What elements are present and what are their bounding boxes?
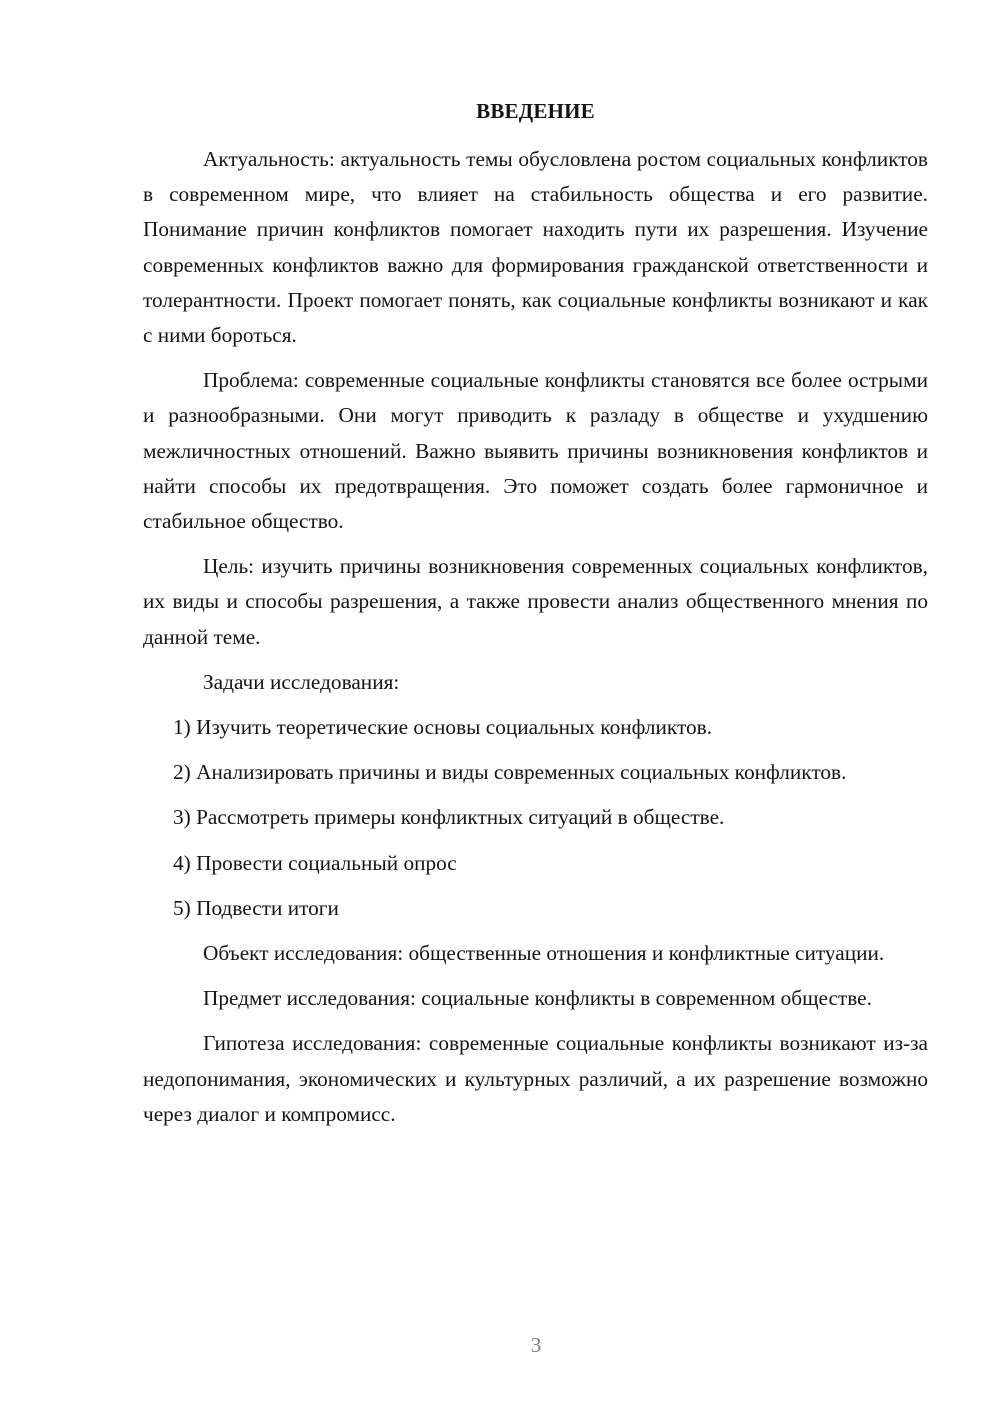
relevance-paragraph: Актуальность: актуальность темы обусловлена ростом социальных конфликтов в современном мире, что влияет на стабильность общества и его развитие. Понимание причин конфликтов помогает находить пути их разрешения. Изучение современных конфликтов важно для формирования гражданской ответственности и толерантности. Проект помогает понять, как социальные конфликты возникают и как с ними бороться. <box>143 147 928 348</box>
task-item: 1) Изучить теоретические основы социальных конфликтов. <box>173 715 713 740</box>
document-body <box>143 142 928 1142</box>
hypothesis-paragraph: Гипотеза исследования: современные социальные конфликты возникают из-за недопонимания, экономических и культурных различий, а их разрешение возможно через диалог и компромисс. <box>143 1031 928 1126</box>
problem-paragraph: Проблема: современные социальные конфликты становятся все более острыми и разнообразными. Они могут приводить к разладу в обществе и ухудшению межличностных отношений. Важно выявить причины возникновения конфликтов и найти способы их предотвращения. Это поможет создать более гармоничное и стабильное общество. <box>143 368 928 534</box>
object-paragraph: Объект исследования: общественные отношения и конфликтные ситуации. <box>203 941 885 966</box>
goal-paragraph: Цель: изучить причины возникновения современных социальных конфликтов, их виды и способы разрешения, а также провести анализ общественного мнения по данной теме. <box>143 554 928 649</box>
subject-paragraph: Предмет исследования: социальные конфликты в современном обществе. <box>203 986 872 1011</box>
section-heading: ВВЕДЕНИЕ <box>476 99 595 123</box>
task-item: 4) Провести социальный опрос <box>173 850 457 875</box>
task-item: 2) Анализировать причины и виды современных социальных конфликтов. <box>173 760 847 785</box>
page-number: 3 <box>530 1333 542 1357</box>
task-item: 3) Рассмотреть примеры конфликтных ситуаций в обществе. <box>173 805 725 830</box>
task-item: 5) Подвести итоги <box>173 895 339 920</box>
tasks-title: Задачи исследования: <box>203 669 400 694</box>
